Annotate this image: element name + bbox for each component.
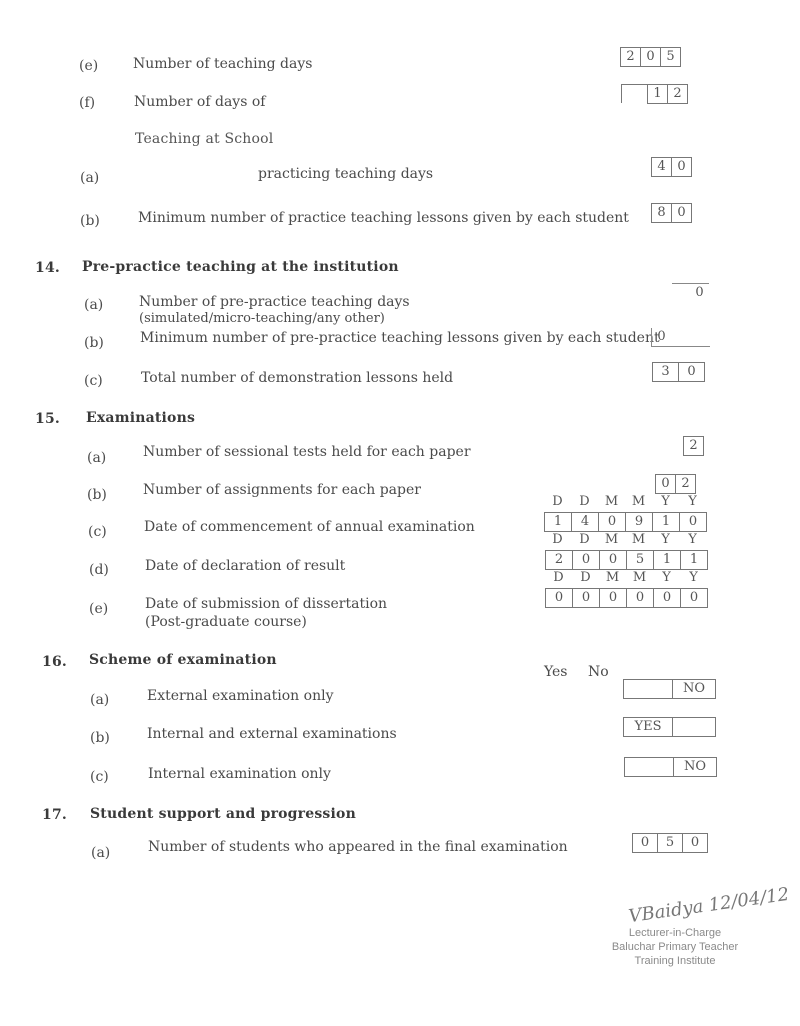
date-header-cell: M: [604, 532, 619, 547]
digit-box: 0: [671, 157, 692, 177]
digit-box: 1: [680, 550, 708, 570]
date-header-cell: D: [552, 494, 563, 509]
digit-box: 4: [651, 157, 672, 177]
no-box: [672, 717, 716, 737]
item-text: Total number of demonstration lessons held: [141, 370, 454, 386]
section-number: 17.: [42, 807, 67, 823]
digit-box: 1: [652, 512, 680, 532]
digit-box: 1: [647, 84, 668, 104]
date-header-cell: Y: [689, 570, 698, 585]
item-label: (e): [79, 58, 99, 74]
item-label: (a): [84, 297, 104, 313]
date-header-cell: M: [631, 494, 646, 509]
digit-box: 0: [545, 588, 573, 608]
item-text: Number of sessional tests held for each paper: [143, 444, 471, 460]
digit-box: 3: [652, 362, 679, 382]
item-label: (b): [84, 335, 104, 351]
digit-box: 0: [626, 588, 654, 608]
yes-box: YES: [623, 717, 673, 737]
digit-box: 2: [620, 47, 641, 67]
value-boxes: [656, 474, 696, 494]
item-label: (e): [89, 601, 109, 617]
value-boxes: [653, 362, 705, 382]
item-subtext: (simulated/micro-teaching/any other): [139, 311, 385, 326]
digit-box: 0: [599, 588, 627, 608]
digit-box: 5: [657, 833, 683, 853]
section-heading: Pre-practice teaching at the institution: [82, 259, 399, 275]
value-boxes: [633, 833, 708, 853]
item-label: (b): [90, 730, 110, 746]
digit-box: 0: [598, 512, 626, 532]
digit-box: 0: [678, 362, 705, 382]
item-text: Number of assignments for each paper: [143, 482, 421, 498]
date-header-cell: Y: [688, 532, 697, 547]
digit-box: 0: [632, 833, 658, 853]
item-text: Number of students who appeared in the final examination: [148, 839, 568, 855]
item-label: (b): [80, 213, 100, 229]
digit-box: 4: [571, 512, 599, 532]
date-boxes: [546, 588, 708, 608]
subsection-heading: Teaching at School: [135, 131, 274, 147]
item-label: (c): [88, 524, 107, 540]
no-column-label: No: [588, 664, 609, 680]
date-header-cell: D: [552, 532, 563, 547]
item-text: Minimum number of practice teaching lessons given by each student: [138, 210, 629, 226]
item-label: (a): [91, 845, 111, 861]
date-header-cell: M: [605, 570, 620, 585]
date-header-cell: D: [579, 494, 590, 509]
date-header-cell: M: [604, 494, 619, 509]
item-text: Date of declaration of result: [145, 558, 346, 574]
yes-box: [624, 757, 674, 777]
digit-box: 0: [671, 203, 692, 223]
date-format-header: [544, 532, 706, 547]
item-text: External examination only: [147, 688, 334, 704]
item-label: (b): [87, 487, 107, 503]
digit-box: 0: [572, 550, 600, 570]
section-heading: Student support and progression: [90, 806, 356, 822]
item-text: Number of teaching days: [133, 56, 313, 72]
item-label: (c): [90, 769, 109, 785]
digit-box: 9: [625, 512, 653, 532]
yes-no-boxes: [625, 757, 717, 777]
digit-box: [672, 283, 691, 302]
digit-box: 0: [640, 47, 661, 67]
item-text: Number of days of: [134, 94, 266, 110]
digit-box: 2: [683, 436, 704, 456]
date-header-cell: D: [553, 570, 564, 585]
date-header-cell: Y: [688, 494, 697, 509]
item-text: Internal examination only: [148, 766, 331, 782]
yes-box: [623, 679, 673, 699]
item-label: (a): [87, 450, 107, 466]
yes-no-boxes: [624, 679, 716, 699]
digit-box: 0: [599, 550, 627, 570]
item-label: (d): [89, 562, 109, 578]
no-box: NO: [673, 757, 717, 777]
item-label: (a): [80, 170, 100, 186]
item-text: Date of submission of dissertation: [145, 596, 388, 612]
digit-box: 1: [544, 512, 572, 532]
item-label: (a): [90, 692, 110, 708]
digit-box: 8: [651, 203, 672, 223]
digit-box: 0: [680, 588, 708, 608]
value-boxes: [621, 47, 681, 67]
section-number: 14.: [35, 260, 60, 276]
item-text: Number of pre-practice teaching days: [139, 294, 410, 310]
digit-box: 1: [653, 550, 681, 570]
digit-box: 2: [667, 84, 688, 104]
item-subtext: (Post-graduate course): [145, 614, 307, 630]
value-boxes: [673, 283, 709, 302]
digit-box: 0: [682, 833, 708, 853]
digit-box: 0: [653, 588, 681, 608]
digit-box: 5: [626, 550, 654, 570]
signature-scrawl: VBaidya 12/04/12: [627, 883, 791, 928]
signature-stamp: [590, 926, 760, 968]
section-heading: Examinations: [86, 410, 196, 426]
date-boxes: [545, 512, 707, 532]
digit-box: [621, 84, 648, 103]
date-boxes: [546, 550, 708, 570]
digit-box: 0: [572, 588, 600, 608]
date-format-header: [545, 570, 707, 585]
digit-box: 0: [679, 512, 707, 532]
item-text: Internal and external examinations: [147, 726, 397, 742]
digit-box: 0: [655, 474, 676, 494]
date-header-cell: D: [579, 532, 590, 547]
yes-no-boxes: [624, 717, 716, 737]
stamp-line: Baluchar Primary Teacher: [611, 941, 739, 953]
section-number: 15.: [35, 411, 60, 427]
stamp-line: Training Institute: [634, 955, 716, 967]
value-boxes: [652, 157, 692, 177]
section-number: 16.: [42, 654, 67, 670]
section-heading: Scheme of examination: [89, 652, 277, 668]
digit-box: [670, 328, 710, 347]
date-header-cell: Y: [661, 494, 670, 509]
date-header-cell: Y: [661, 532, 670, 547]
digit-box: 2: [675, 474, 696, 494]
item-label: (c): [84, 373, 103, 389]
digit-box: 0: [651, 328, 671, 347]
digit-box: 2: [545, 550, 573, 570]
digit-box: 0: [690, 283, 709, 302]
stamp-line: Lecturer-in-Charge: [628, 927, 722, 939]
date-header-cell: M: [632, 570, 647, 585]
item-text: Date of commencement of annual examination: [144, 519, 475, 535]
item-text: Minimum number of pre-practice teaching lessons given by each student: [140, 330, 660, 346]
item-label: (f): [79, 95, 96, 111]
value-boxes: [684, 436, 704, 456]
yes-column-label: Yes: [544, 664, 568, 680]
value-boxes: [652, 328, 710, 347]
no-box: NO: [672, 679, 716, 699]
value-boxes: [652, 203, 692, 223]
digit-box: 5: [660, 47, 681, 67]
date-header-cell: M: [631, 532, 646, 547]
item-text: practicing teaching days: [258, 166, 434, 182]
date-header-cell: Y: [662, 570, 671, 585]
value-boxes: [622, 84, 688, 104]
date-format-header: [544, 494, 706, 509]
date-header-cell: D: [580, 570, 591, 585]
